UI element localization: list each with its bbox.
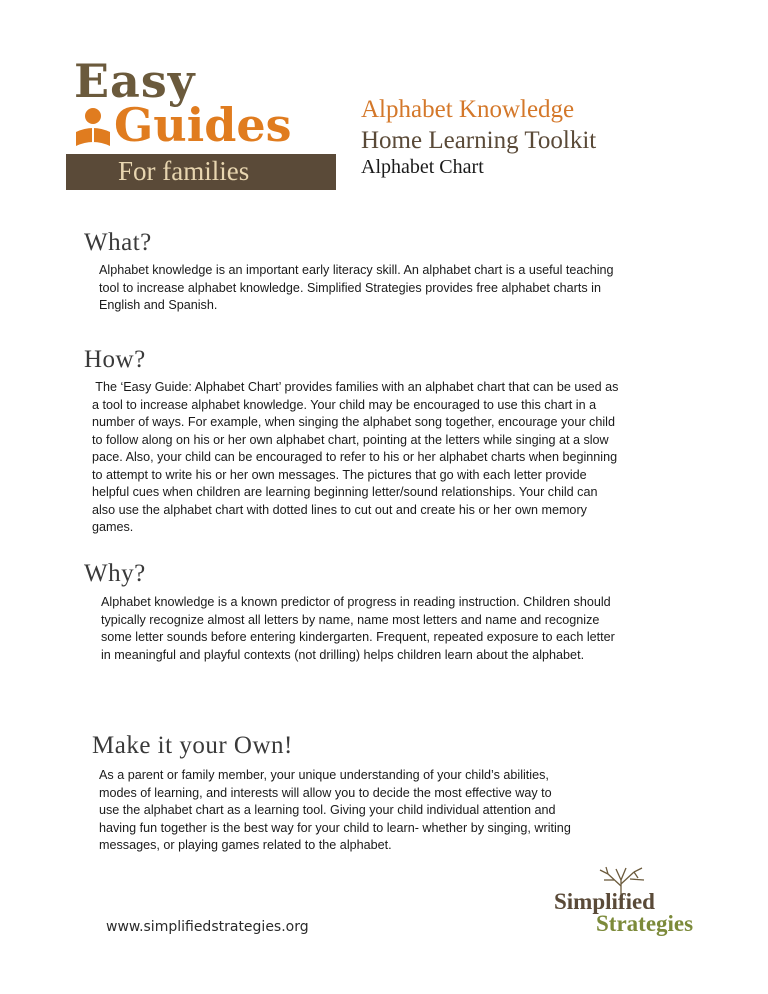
header-subtitle: Home Learning Toolkit bbox=[361, 127, 597, 154]
paragraph-line: pace. Also, your child can be encouraged to refer to his or her alphabet charts when beginning bbox=[92, 450, 618, 464]
paragraph-line: Alphabet knowledge is an important early literacy skill. An alphabet chart is a useful teaching bbox=[99, 263, 614, 277]
header-document-name: Alphabet Chart bbox=[361, 156, 484, 178]
paragraph-line: typically recognize almost all letters by name, name most letters and name and recognize bbox=[101, 612, 600, 627]
paragraph-line: having fun together is the best way for your child to learn- whether by singing, writing bbox=[99, 820, 571, 835]
paragraph-line: a tool to increase alphabet knowledge. Your child may be encouraged to use this chart in a bbox=[92, 397, 597, 412]
paragraph-line: tool to increase alphabet knowledge. Simplified Strategies provides free alphabet charts in bbox=[99, 280, 601, 295]
reading-person-icon bbox=[72, 106, 114, 150]
section-what-body bbox=[99, 262, 699, 315]
logo-guides-text: Guides bbox=[114, 98, 292, 152]
paragraph-line: modes of learning, and interests will allow you to decide the most effective way to bbox=[99, 785, 552, 800]
section-own-heading: Make it your Own! bbox=[92, 732, 293, 759]
paragraph-line: Alphabet knowledge is a known predictor of progress in reading instruction. Children should bbox=[101, 595, 611, 609]
strategies-text: Strategies bbox=[596, 911, 694, 936]
section-why-body bbox=[101, 594, 701, 664]
section-how-heading: How? bbox=[84, 346, 146, 373]
paragraph-line: The ‘Easy Guide: Alphabet Chart’ provides families with an alphabet chart that can be used as bbox=[92, 380, 619, 394]
paragraph-line: use the alphabet chart as a learning tool. Giving your child individual attention and bbox=[99, 803, 556, 817]
paragraph-line: in meaningful and playful contexts (not drilling) helps children learn about the alphabet. bbox=[101, 647, 585, 662]
paragraph-line: to follow along on his or her own alphabet chart, pointing at the letters while singing at a slow bbox=[92, 432, 609, 447]
section-what-heading: What? bbox=[84, 229, 152, 256]
footer-url: www.simplifiedstrategies.org bbox=[106, 919, 309, 935]
header-title: Alphabet Knowledge bbox=[361, 96, 575, 123]
paragraph-line: English and Spanish. bbox=[99, 298, 218, 312]
paragraph-line: messages, or playing games related to the alphabet. bbox=[99, 838, 392, 852]
section-why-heading: Why? bbox=[84, 560, 146, 587]
section-how-body bbox=[92, 379, 702, 537]
paragraph-line: games. bbox=[92, 520, 134, 534]
paragraph-line: helpful cues when children are learning beginning letter/sound relationships. Your child can bbox=[92, 485, 598, 499]
paragraph-line: to attempt to write his or her own messages. The pictures that go with each letter provide bbox=[92, 467, 587, 482]
section-own-body bbox=[99, 767, 659, 855]
logo-easy-text: Easy bbox=[74, 54, 196, 108]
paragraph-line: As a parent or family member, your unique understanding of your child’s abilities, bbox=[99, 768, 549, 782]
simplified-strategies-logo bbox=[552, 866, 712, 938]
paragraph-line: some letter sounds before entering kindergarten. Frequent, repeated exposure to each letter bbox=[101, 630, 615, 644]
easy-guides-logo bbox=[66, 54, 336, 190]
paragraph-line: also use the alphabet chart with dotted lines to cut out and create his or her own memory bbox=[92, 502, 587, 517]
simplified-text: Simplified bbox=[554, 889, 655, 914]
logo-tagline: For families bbox=[118, 156, 250, 186]
paragraph-line: number of ways. For example, when singing the alphabet song together, encourage your child bbox=[92, 415, 615, 429]
